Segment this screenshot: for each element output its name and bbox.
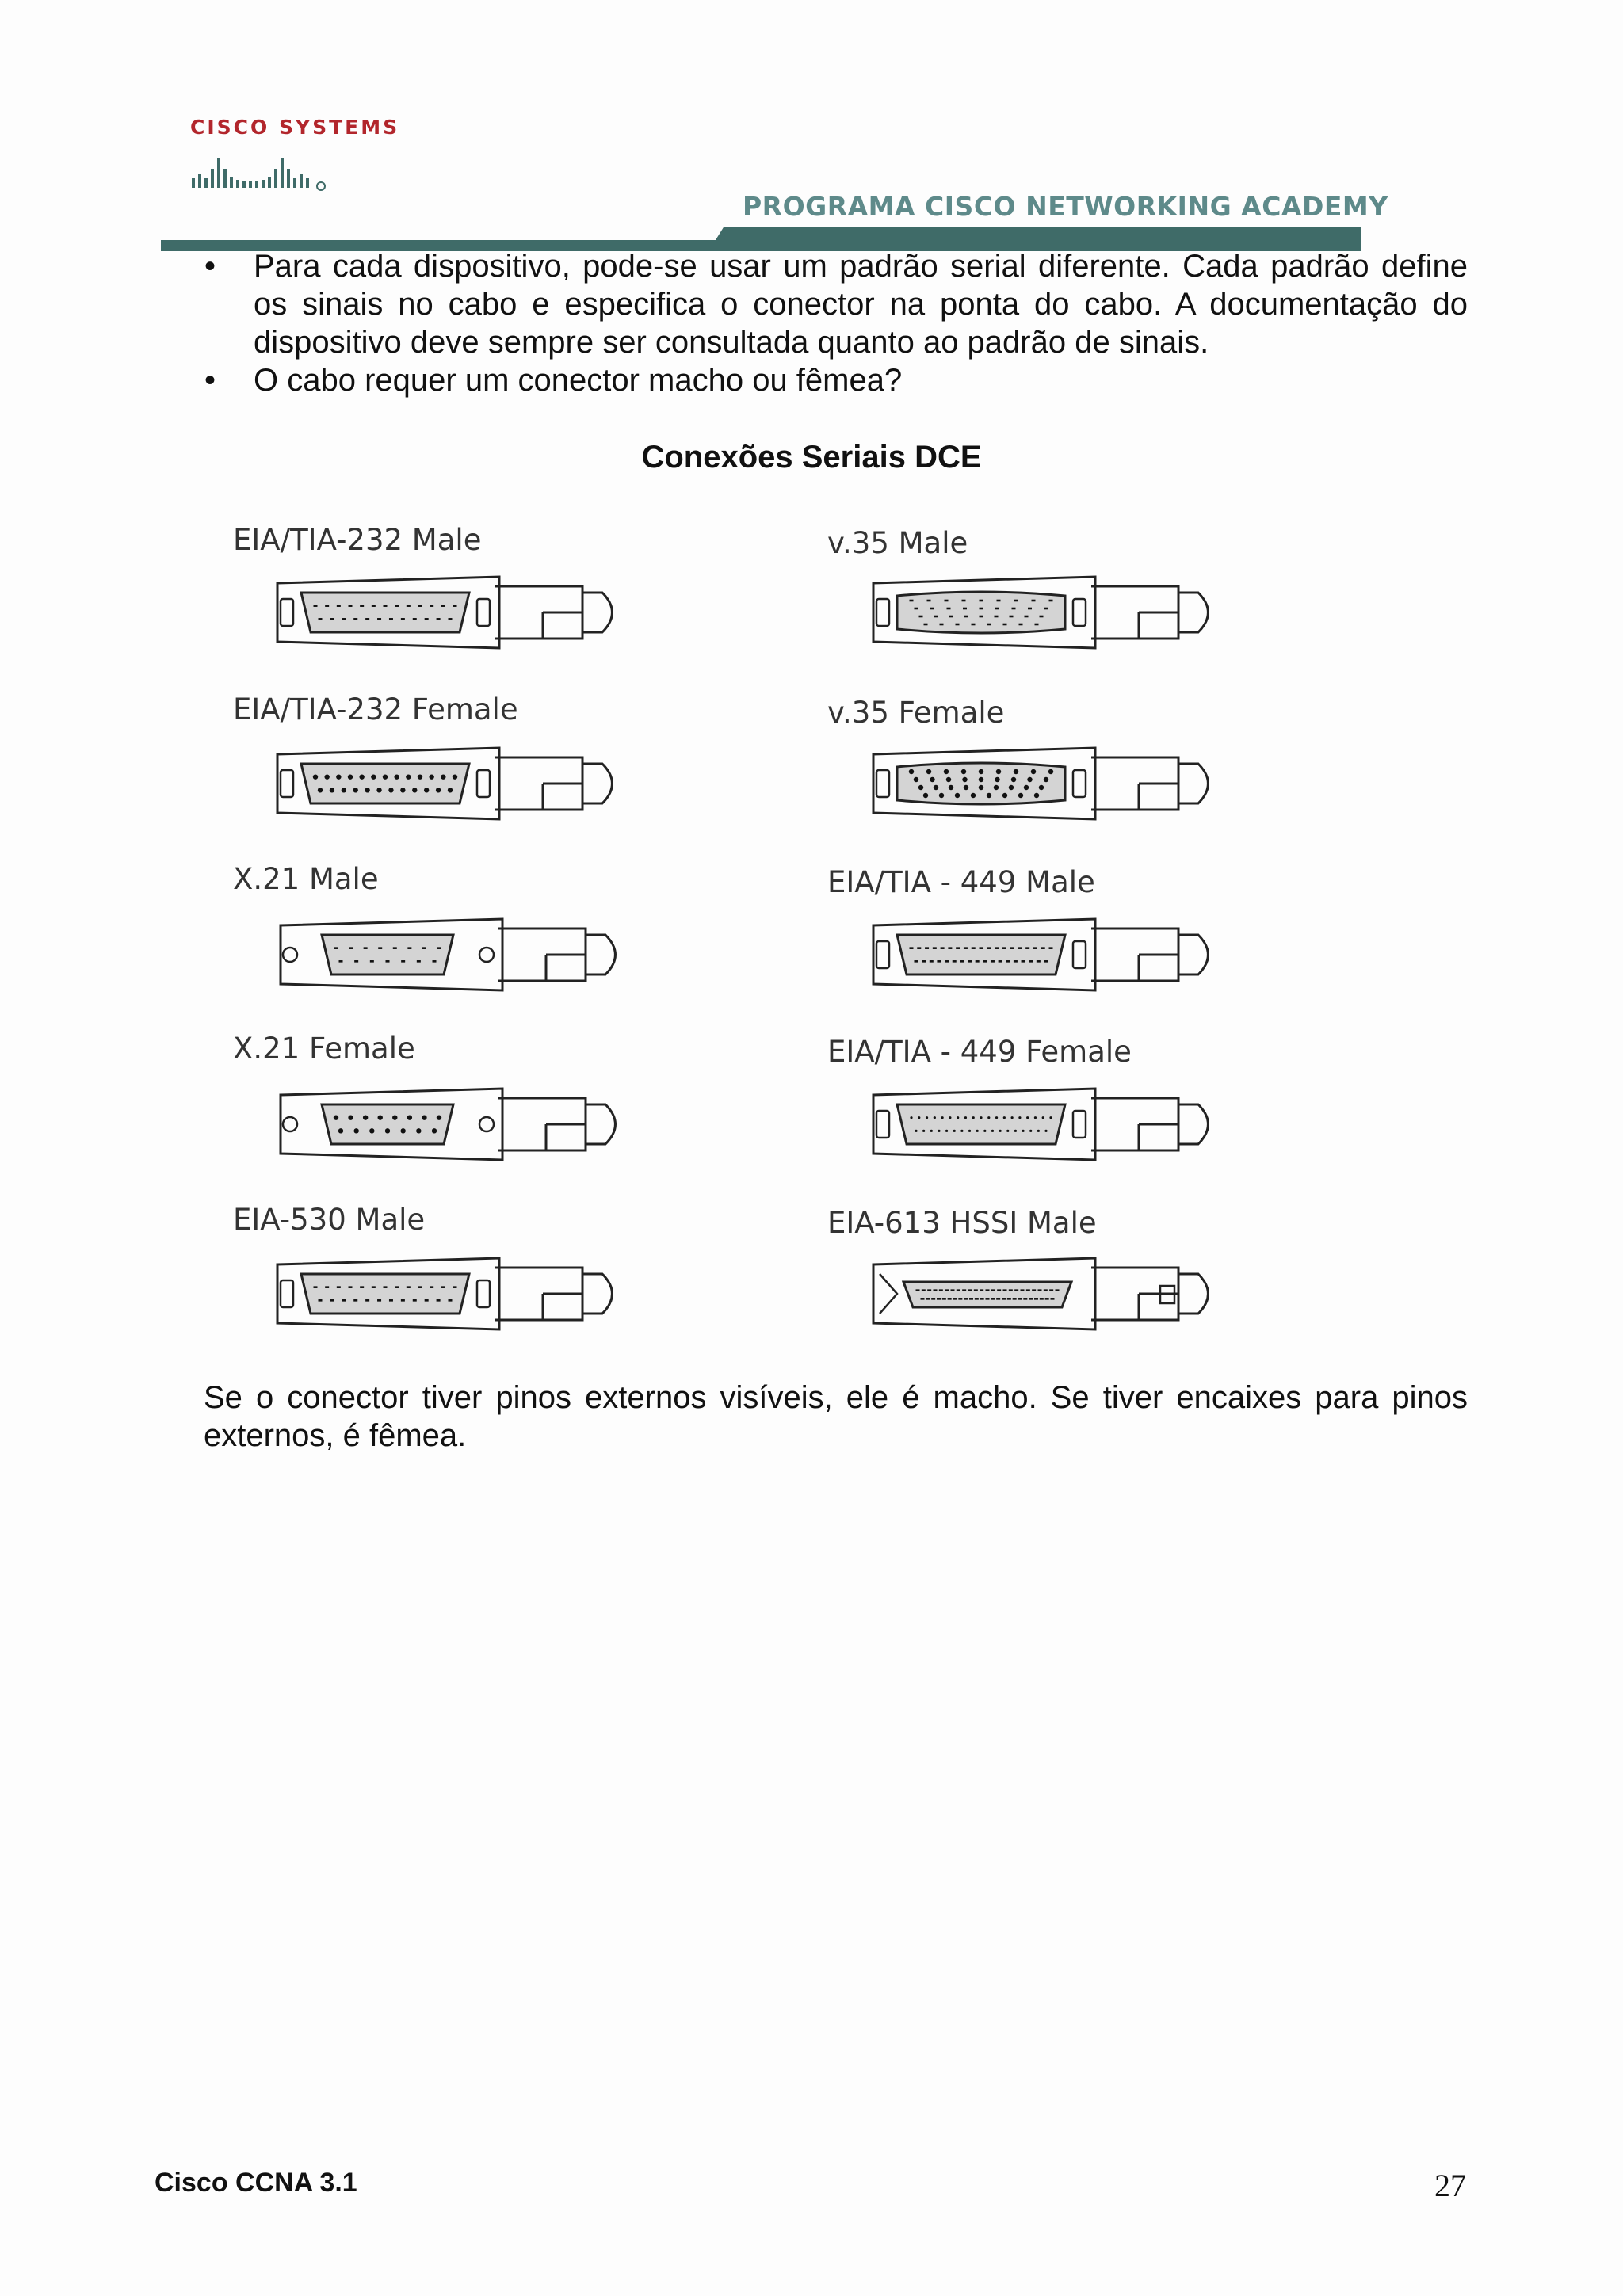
connector-label: EIA-530 Male bbox=[233, 1203, 426, 1237]
connector-db25-male-icon bbox=[269, 569, 634, 656]
bullet-item bbox=[200, 247, 1468, 361]
connector-db37-male-icon bbox=[865, 911, 1230, 998]
connector-label: X.21 Female bbox=[233, 1032, 415, 1066]
connector-db25-male-icon bbox=[269, 1250, 634, 1337]
connector-label: EIA/TIA-232 Female bbox=[233, 692, 518, 727]
connector-db15-female-icon bbox=[273, 1081, 637, 1168]
bullet-list bbox=[200, 247, 1468, 399]
footer-course-title: Cisco CCNA 3.1 bbox=[155, 2168, 357, 2198]
bullet-dot: • bbox=[204, 249, 216, 284]
connector-label: X.21 Male bbox=[233, 862, 379, 896]
bullet-text: O cabo requer um conector macho ou fêmea? bbox=[254, 363, 903, 398]
cisco-logo-text: CISCO SYSTEMS bbox=[190, 116, 400, 139]
connector-db37-female-icon bbox=[865, 1081, 1230, 1168]
conclusion-paragraph: Se o conector tiver pinos externos visíveis, ele é macho. Se tiver encaixes para pinos externos, é fêmea. bbox=[204, 1380, 1468, 1453]
bullet-text: Para cada dispositivo, pode-se usar um padrão serial diferente. Cada padrão define os sinais no cabo e especifica o conector na ponta do cabo. A documentação do dispositivo deve sempre ser consultada quanto ao padrão de sinais. bbox=[254, 249, 1468, 360]
connector-label: EIA/TIA - 449 Male bbox=[827, 865, 1095, 899]
connector-db15-male-icon bbox=[273, 911, 637, 998]
connector-label: v.35 Female bbox=[827, 696, 1005, 730]
connector-v35-female-icon bbox=[865, 740, 1230, 827]
header-rule bbox=[161, 210, 1361, 251]
connector-label: EIA/TIA-232 Male bbox=[233, 523, 482, 557]
connector-label: EIA-613 HSSI Male bbox=[827, 1206, 1097, 1240]
connector-label: v.35 Male bbox=[827, 526, 968, 560]
bullet-item bbox=[200, 361, 1468, 399]
connector-hssi-male-icon bbox=[865, 1250, 1230, 1337]
connector-label: EIA/TIA - 449 Female bbox=[827, 1035, 1132, 1069]
cisco-bridge-logo bbox=[190, 147, 330, 193]
connector-v35-male-icon bbox=[865, 569, 1230, 656]
bullet-dot: • bbox=[204, 363, 216, 398]
page-number: 27 bbox=[1434, 2168, 1466, 2203]
academy-banner-text: PROGRAMA CISCO NETWORKING ACADEMY bbox=[743, 191, 1388, 222]
figure-title: Conexões Seriais DCE bbox=[641, 440, 982, 475]
connector-db25-female-icon bbox=[269, 740, 634, 827]
